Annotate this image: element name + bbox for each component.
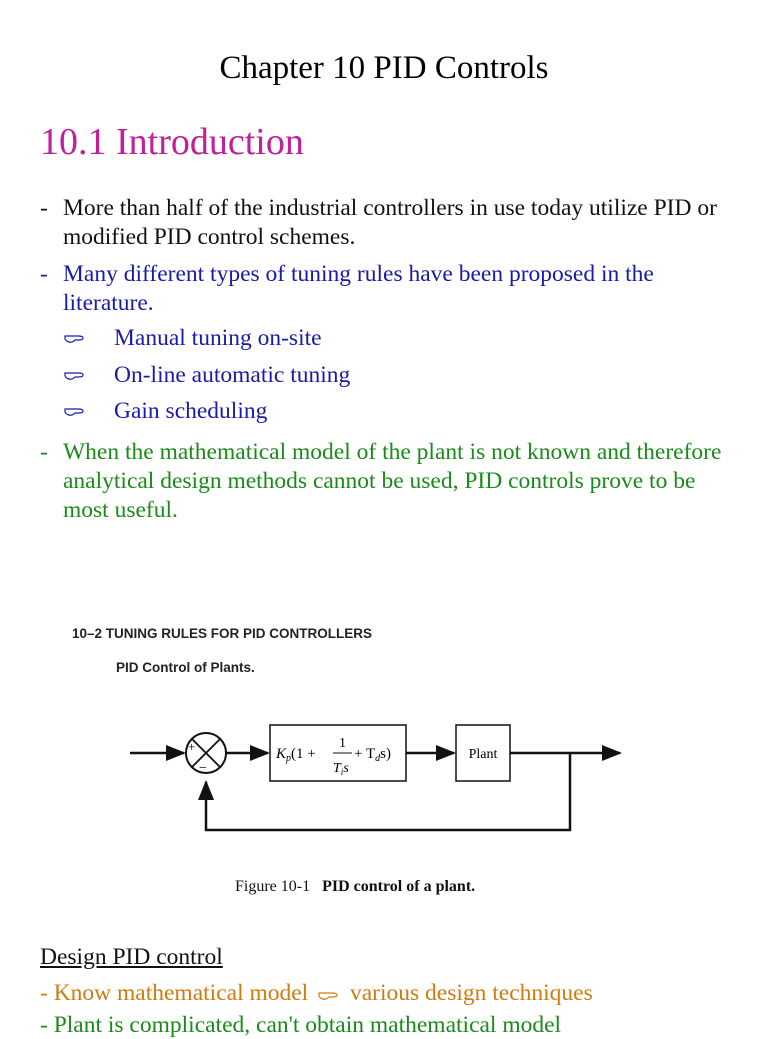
figure-number: Figure 10-1 <box>235 878 311 895</box>
plus-sign: + <box>188 739 196 754</box>
complicated-plant-line: - Plant is complicated, can't obtain mathematical model <box>40 1012 562 1038</box>
bullet-text: On-line automatic tuning <box>114 362 351 388</box>
pointing-hand-icon <box>64 332 86 344</box>
paragraph-text: More than half of the industrial controllers in use today utilize PID or modified PID control schemes. <box>63 195 717 250</box>
know-line-text-a: - Know mathematical model <box>40 980 309 1006</box>
pointing-hand-icon <box>64 369 86 381</box>
know-line-text-b: various design techniques <box>349 980 593 1006</box>
summing-junction <box>186 733 226 776</box>
derivative-term: + $T_ds$) <box>354 746 391 764</box>
figure-caption <box>235 878 475 896</box>
figure-caption-text: PID control of a plant. <box>322 878 476 895</box>
pointing-hand-icon <box>318 989 340 1001</box>
know-model-line <box>40 980 593 1007</box>
bullet-text: Manual tuning on-site <box>114 325 322 351</box>
section-heading: 10.1 Introduction <box>40 121 304 163</box>
dash: - <box>40 439 48 465</box>
chapter-title: Chapter 10 PID Controls <box>219 50 549 86</box>
minus-sign: − <box>199 761 207 776</box>
plant-label: Plant <box>468 747 498 762</box>
paragraph-1 <box>40 194 740 252</box>
dash: - <box>40 261 48 287</box>
dash: - <box>40 195 48 221</box>
fraction-denominator: $T_is$ <box>333 761 349 777</box>
paragraph-text: When the mathematical model of the plant is not known and therefore analytical design methods cannot be used, PID controls prove to be most useful. <box>63 439 722 523</box>
paragraph-text: Many different types of tuning rules have been proposed in the literature. <box>63 261 654 316</box>
paragraph-2 <box>40 260 740 318</box>
fraction-numerator: 1 <box>339 736 346 751</box>
paragraph-3 <box>40 438 740 525</box>
figure-subheader: PID Control of Plants. <box>116 660 255 675</box>
figure-section-header: 10–2 TUNING RULES FOR PID CONTROLLERS <box>72 626 373 641</box>
pointing-hand-icon <box>64 405 86 417</box>
design-heading: Design PID control <box>40 944 223 970</box>
bullet-text: Gain scheduling <box>114 398 268 424</box>
block-diagram <box>0 700 768 840</box>
controller-expression: $K_p(1$ + <box>276 746 316 764</box>
